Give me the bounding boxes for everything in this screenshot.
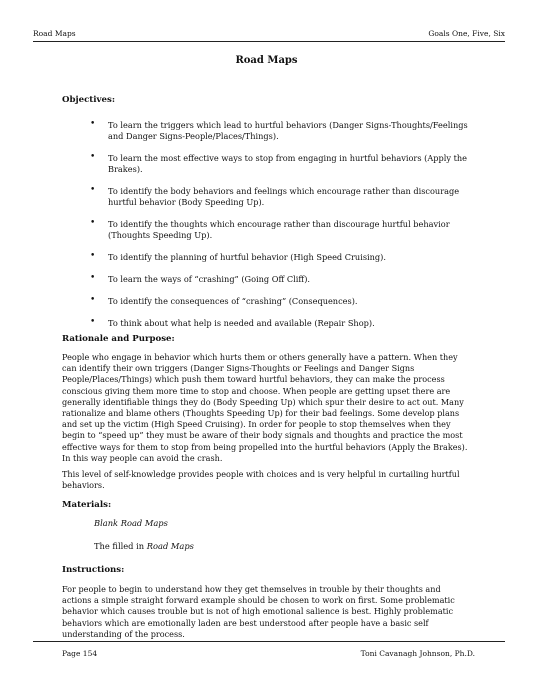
header-divider	[33, 41, 505, 42]
page-number: Page 154	[62, 649, 98, 658]
list-item: • To identify the body behaviors and feelings which encourage rather than discourage hurtful behavior (Body Speeding Up).	[90, 185, 460, 207]
bullet-icon: •	[90, 295, 96, 305]
author: Toni Cavanagh Johnson, Ph.D.	[360, 649, 475, 658]
objectives-list	[90, 120, 485, 340]
bullet-icon: •	[90, 317, 96, 327]
objectives-heading: Objectives:	[62, 95, 116, 105]
materials-list	[94, 518, 394, 564]
bullet-icon: •	[90, 185, 96, 195]
bullet-icon: •	[90, 152, 96, 162]
bullet-icon: •	[90, 251, 96, 261]
bullet-icon: •	[90, 273, 96, 283]
list-item: • To learn the triggers which lead to hurtful behaviors (Danger Signs-Thoughts/Feelings and Danger Signs-People/Places/Things).	[90, 119, 468, 141]
list-item: • To identify the thoughts which encourage rather than discourage hurtful behavior (Thoughts Speeding Up).	[90, 218, 450, 240]
list-item: Blank Road Maps	[94, 518, 168, 528]
footer-divider	[33, 641, 505, 642]
page-footer	[62, 649, 475, 658]
instructions-paragraph: For people to begin to understand how they get themselves in trouble by their thoughts and actions a simple straight forward example should be chosen to work on first. Some problematic behavior which causes trouble but is not of high emotional salience is best. Highly problematic behaviors which are emotionally laden are best understood after people have a basic self understanding of the process.	[62, 584, 455, 639]
header-left: Road Maps	[33, 29, 76, 38]
list-item: • To identify the planning of hurtful behavior (High Speed Cruising).	[90, 251, 386, 262]
bullet-icon: •	[90, 218, 96, 228]
header-right: Goals One, Five, Six	[428, 29, 505, 38]
materials-heading: Materials:	[62, 500, 112, 510]
rationale-heading: Rationale and Purpose:	[62, 334, 175, 344]
bullet-icon: •	[90, 119, 96, 129]
rationale-summary-paragraph: This level of self-knowledge provides people with choices and is very helpful in curtailing hurtful behaviors.	[62, 469, 460, 491]
rationale-paragraph: People who engage in behavior which hurts them or others generally have a pattern. When they can identify their own triggers (Danger Signs-Thoughts or Feelings and Danger Signs People/Places/Things) which push them toward hurtful behaviors, they can make the process conscious giving them more time to stop and choose. When people are getting upset there are generally identifiable things they do (Body Speeding Up) which spur their desire to act out. Many rationalize and blame others (Thoughts Speeding Up) for their bad feelings. Some develop plans and set up the victim (High Speed Cruising). In order for people to stop themselves when they begin to “speed up” they must be aware of their body signals and thoughts and practice the most effective ways for them to stop from being propelled into the hurtful behaviors (Apply the Brakes). In this way people can avoid the crash.	[62, 352, 468, 463]
list-item: • To think about what help is needed and available (Repair Shop).	[90, 317, 375, 328]
page-header	[33, 24, 505, 38]
page-title: Road Maps	[235, 55, 298, 66]
list-item: • To identify the consequences of “crashing” (Consequences).	[90, 295, 358, 306]
instructions-heading: Instructions:	[62, 565, 125, 575]
list-item: • To learn the ways of “crashing” (Going Off Cliff).	[90, 273, 310, 284]
list-item: • To learn the most effective ways to stop from engaging in hurtful behaviors (Apply the Brakes).	[90, 152, 467, 174]
list-item: The filled in Road Maps	[94, 541, 194, 551]
